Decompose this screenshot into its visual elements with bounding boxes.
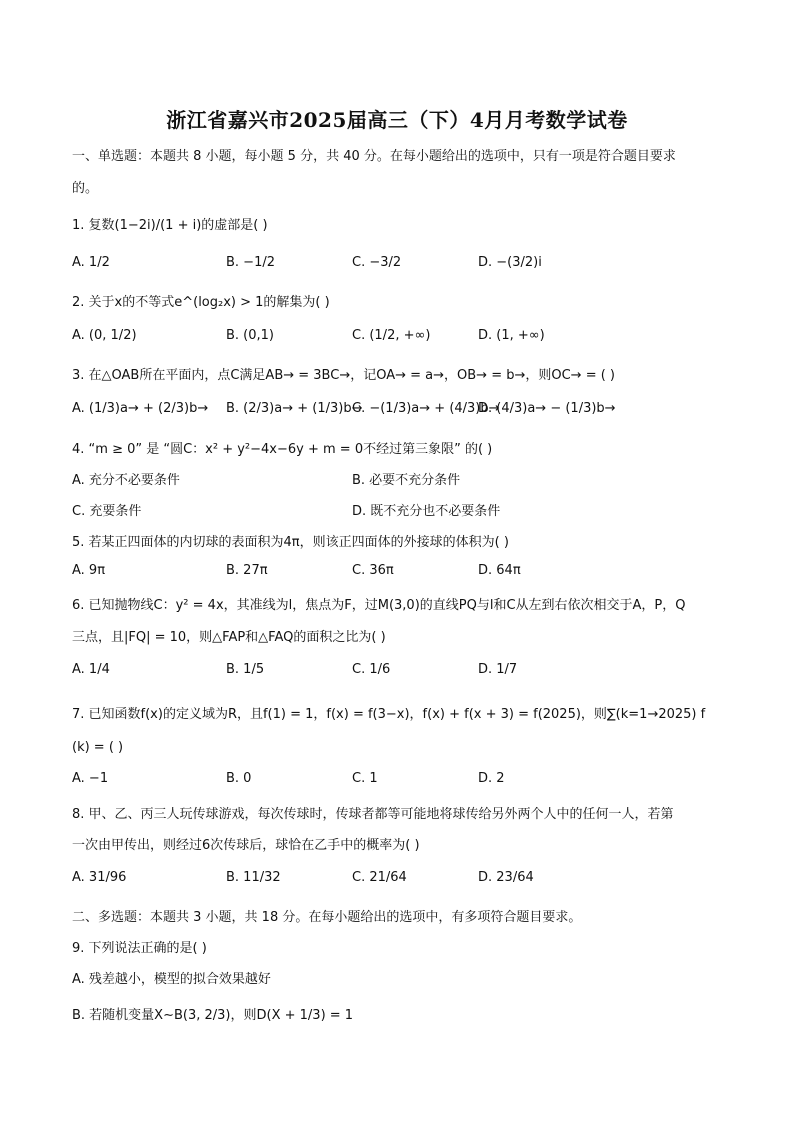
- question-8-cont: 一次由甲传出，则经过6次传球后，球恰在乙手中的概率为( ): [72, 838, 420, 853]
- question-4: 4. “m ≥ 0” 是 “圆C：x² + y²−4x−6y + m = 0不经过第三象限” 的( ): [72, 442, 493, 457]
- question-3: 3. 在△OAB所在平面内，点C满足AB→ = 3BC→，记OA→ = a→，OB→ = b→，则OC→ = ( ): [72, 368, 616, 383]
- q4-option-c: C. 充要条件: [72, 504, 142, 519]
- q2-option-b: B. (0,1): [226, 328, 275, 343]
- q5-option-a: A. 9π: [72, 563, 106, 578]
- question-6-cont: 三点，且|FQ| = 10，则△FAP和△FAQ的面积之比为( ): [72, 630, 386, 645]
- q6-option-d: D. 1/7: [478, 662, 518, 677]
- question-5: 5. 若某正四面体的内切球的表面积为4π，则该正四面体的外接球的体积为( ): [72, 535, 509, 550]
- q2-option-d: D. (1, +∞): [478, 328, 545, 343]
- q1-option-b: B. −1/2: [226, 255, 275, 270]
- q6-option-b: B. 1/5: [226, 662, 265, 677]
- q8-option-a: A. 31/96: [72, 870, 127, 885]
- question-8: 8. 甲、乙、丙三人玩传球游戏，每次传球时，传球者都等可能地将球传给另外两个人中的任何一人，若第: [72, 807, 674, 822]
- q3-option-d: D. (4/3)a→ − (1/3)b→: [478, 401, 616, 416]
- q4-option-b: B. 必要不充分条件: [352, 473, 461, 488]
- q5-option-c: C. 36π: [352, 563, 394, 578]
- page-title: 浙江省嘉兴市2025届高三（下）4月月考数学试卷: [166, 108, 628, 132]
- q7-option-d: D. 2: [478, 771, 505, 786]
- q5-option-b: B. 27π: [226, 563, 268, 578]
- q6-option-a: A. 1/4: [72, 662, 110, 677]
- q9-option-a: A. 残差越小，模型的拟合效果越好: [72, 972, 271, 987]
- q3-option-a: A. (1/3)a→ + (2/3)b→: [72, 401, 209, 416]
- q5-option-d: D. 64π: [478, 563, 521, 578]
- section-heading-single-cont: 的。: [72, 181, 99, 196]
- q7-option-b: B. 0: [226, 771, 252, 786]
- q7-option-a: A. −1: [72, 771, 109, 786]
- section-heading-single: 一、单选题：本题共 8 小题，每小题 5 分，共 40 分。在每小题给出的选项中，只有一项是符合题目要求: [72, 149, 676, 164]
- question-9: 9. 下列说法正确的是( ): [72, 941, 207, 956]
- q6-option-c: C. 1/6: [352, 662, 391, 677]
- q1-option-a: A. 1/2: [72, 255, 110, 270]
- q3-option-c: C. −(1/3)a→ + (4/3)b→: [352, 401, 500, 416]
- q8-option-d: D. 23/64: [478, 870, 534, 885]
- q4-option-a: A. 充分不必要条件: [72, 473, 180, 488]
- q7-option-c: C. 1: [352, 771, 378, 786]
- question-6: 6. 已知抛物线C：y² = 4x，其准线为l，焦点为F，过M(3,0)的直线PQ与l和C从左到右依次相交于A，P，Q: [72, 598, 686, 613]
- question-7-cont: (k) = ( ): [72, 740, 124, 755]
- q1-option-d: D. −(3/2)i: [478, 255, 542, 270]
- q4-option-d: D. 既不充分也不必要条件: [352, 504, 501, 519]
- q2-option-a: A. (0, 1/2): [72, 328, 137, 343]
- q2-option-c: C. (1/2, +∞): [352, 328, 431, 343]
- question-1: 1. 复数(1−2i)/(1 + i)的虚部是( ): [72, 218, 268, 233]
- q9-option-b: B. 若随机变量X∼B(3, 2/3)，则D(X + 1/3) = 1: [72, 1008, 354, 1023]
- q8-option-c: C. 21/64: [352, 870, 407, 885]
- section-heading-multi: 二、多选题：本题共 3 小题，共 18 分。在每小题给出的选项中，有多项符合题目要求。: [72, 910, 582, 925]
- q8-option-b: B. 11/32: [226, 870, 281, 885]
- question-7: 7. 已知函数f(x)的定义域为R，且f(1) = 1，f(x) = f(3−x)，f(x) + f(x + 3) = f(2025)，则∑(k=1→2025) f: [72, 707, 706, 722]
- q1-option-c: C. −3/2: [352, 255, 402, 270]
- q3-option-b: B. (2/3)a→ + (1/3)b→: [226, 401, 363, 416]
- question-2: 2. 关于x的不等式e^(log₂x) > 1的解集为( ): [72, 295, 330, 310]
